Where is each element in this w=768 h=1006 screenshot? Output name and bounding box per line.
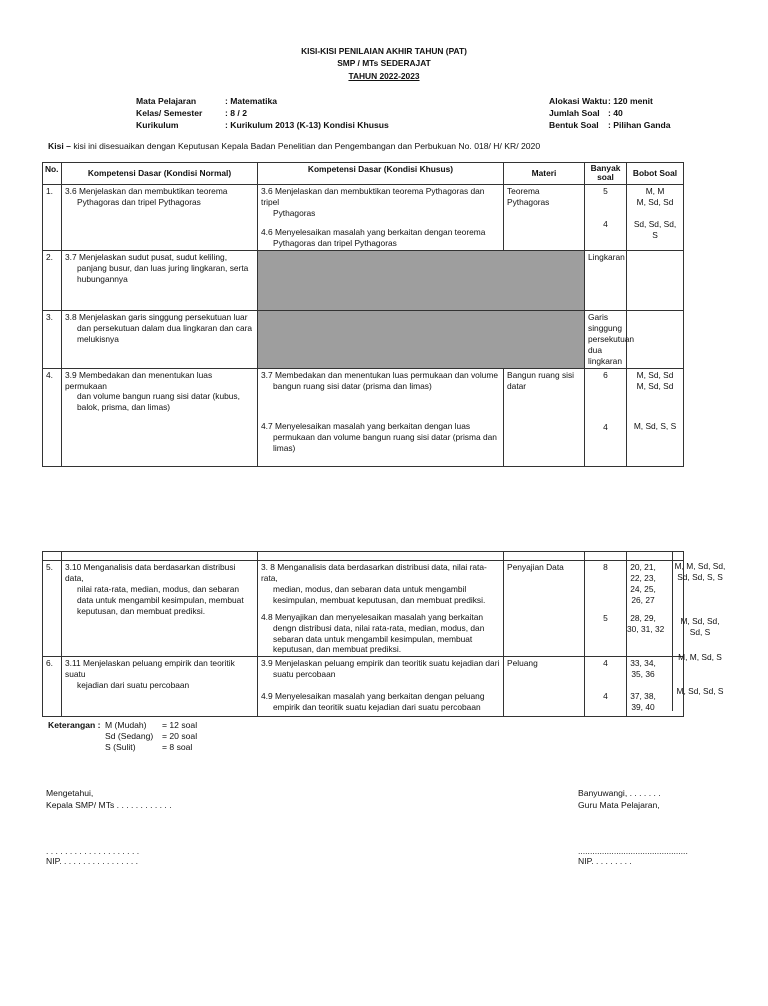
- row-no: 4.: [43, 368, 62, 466]
- count-text: 4: [603, 218, 608, 229]
- kd-text: kejadian dari suatu percobaan: [77, 680, 190, 691]
- keterangan-sd-value: = 20 soal: [162, 731, 198, 741]
- kd-text: sebaran data untuk mengambil kesimpulan, membuat: [273, 633, 473, 644]
- table-row: [43, 185, 684, 251]
- table-row: [43, 657, 684, 717]
- materi-text: lingkaran: [588, 355, 622, 366]
- count-text: 4: [603, 658, 608, 669]
- materi-cell: [504, 185, 585, 251]
- nomor-text: 28, 29,: [630, 612, 656, 623]
- table-row: [43, 368, 684, 466]
- sign-left-name-line: . . . . . . . . . . . . . . . . . . . .: [46, 846, 140, 856]
- kd-text: 3.10 Menganalisis data berdasarkan distribusi data,: [65, 562, 236, 583]
- bobot-text: Sd, Sd, Sd, S: [633, 218, 677, 240]
- nomor-text: 26, 27: [631, 594, 655, 605]
- kd-khusus-cell: [258, 657, 504, 717]
- kelas-value: : 8 / 2: [225, 108, 247, 118]
- kd-text: bangun ruang sisi datar (prisma dan limas): [273, 380, 432, 391]
- kd-normal-cell: [62, 251, 258, 311]
- row-no: 1.: [43, 185, 62, 251]
- nomor-soal-col: [627, 562, 665, 635]
- bobot-text: Sd, Sd, S, S: [677, 571, 723, 582]
- materi-text: persekutuan dua: [588, 333, 635, 355]
- materi-cell: [504, 368, 585, 466]
- kd-text: 4.7 Menyelesaikan masalah yang berkaitan dengan luas: [261, 421, 471, 432]
- kd-text: 3.8 Menjelaskan garis singgung persekutuan luar: [65, 312, 248, 322]
- kd-text: 3. 8 Menganalisis data berdasarkan distribusi data, nilai rata-rata,: [261, 562, 487, 583]
- nomor-text: 33, 34,: [630, 658, 656, 669]
- kd-text: 4.9 Menyelesaikan masalah yang berkaitan dengan peluang: [261, 691, 485, 702]
- keterangan-m-label: M (Mudah): [105, 720, 147, 730]
- bobot-r5-1: [673, 561, 727, 583]
- kd-text: suatu percobaan: [273, 669, 336, 680]
- materi-text: Garis singgung: [588, 312, 622, 333]
- jumlah-value: : 40: [608, 108, 623, 118]
- table-row: [43, 311, 684, 369]
- nomor-text: 30, 31, 32: [627, 623, 665, 634]
- doc-subtitle: SMP / MTs SEDERAJAT: [337, 58, 431, 68]
- kd-text: melukisnya: [77, 333, 119, 344]
- kd-text: 3.6 Menjelaskan dan membuktikan teorema: [65, 186, 228, 196]
- bobot-text: M, Sd, Sd: [636, 196, 674, 207]
- kisi-table-1: [42, 162, 684, 467]
- count-text: 5: [603, 186, 608, 196]
- kd-normal-cell: [62, 368, 258, 466]
- intro-body: kisi ini disesuaikan dengan Keputusan Kepala Badan Penelitian dan Pengembangan dan Perbukuan No. 018/ H/ KR/ 2020: [73, 141, 541, 151]
- kd-text: kesimpulan, membuat keputusan, dan membuat prediksi.: [273, 594, 486, 605]
- th-kd-normal: Kompetensi Dasar (Kondisi Normal): [62, 163, 258, 185]
- bobot-cell: [627, 185, 684, 251]
- kd-text: permukaan dan volume bangun ruang sisi datar (prisma dan: [273, 432, 497, 443]
- table-row: [43, 561, 684, 657]
- materi-cell: Penyajian Data: [504, 561, 585, 657]
- kd-text: 3.6 Menjelaskan dan membuktikan teorema Pythagoras dan tripel: [261, 186, 485, 207]
- row-no: 6.: [43, 657, 62, 717]
- kd-khusus-removed-cell: [258, 311, 585, 369]
- bobot-text: M, Sd, Sd,: [680, 616, 720, 626]
- sign-left-mengetahui: Mengetahui,: [46, 788, 94, 798]
- th-materi: Materi: [504, 163, 585, 185]
- materi-cell: Peluang: [504, 657, 585, 717]
- sign-left-role: Kepala SMP/ MTs . . . . . . . . . . . .: [46, 800, 172, 810]
- materi-cell: Lingkaran: [585, 251, 627, 311]
- count-text: 8: [603, 562, 608, 572]
- alokasi-label: Alokasi Waktu: [549, 96, 608, 106]
- banyak-cell: [585, 657, 627, 717]
- bobot-r6-1: M, M, Sd, S: [678, 652, 722, 662]
- kd-text: median, modus, dan sebaran data untuk mengambil: [273, 583, 467, 594]
- nomor-soal-col: [627, 658, 659, 713]
- kisi-table-2: [42, 551, 684, 717]
- banyak-cell: [585, 561, 627, 657]
- sign-right-name-line: ..............................................: [578, 846, 688, 856]
- sign-right-role: Guru Mata Pelajaran,: [578, 800, 660, 810]
- kd-text: 3.9 Menjelaskan peluang empirik dan teoritik suatu kejadian dari: [261, 658, 500, 669]
- bobot-cell: [627, 368, 684, 466]
- banyak-cell: [627, 251, 684, 311]
- sign-right-nip: NIP. . . . . . . . .: [578, 856, 632, 866]
- count-text: 5: [603, 612, 608, 623]
- keterangan-m-value: = 12 soal: [162, 720, 198, 730]
- kd-text: panjang busur, dan luas juring lingkaran, serta: [77, 262, 249, 273]
- kd-text: empirik dan teoritik suatu kejadian dari suatu percobaan: [273, 702, 481, 713]
- keterangan-label: Keterangan :: [48, 720, 101, 730]
- bobot-r5-2: [673, 616, 727, 638]
- bentuk-value: : Pilihan Ganda: [608, 120, 671, 130]
- keterangan-s-label: S (Sulit): [105, 742, 136, 752]
- table-header-row: [43, 163, 684, 185]
- sign-right-place-date: Banyuwangi, . . . . . . .: [578, 788, 661, 798]
- kd-text: Pythagoras: [273, 207, 316, 218]
- table-spacer-row: [43, 552, 684, 561]
- count-text: 4: [603, 421, 608, 432]
- materi-text: datar: [507, 380, 527, 391]
- kd-khusus-cell: [258, 185, 504, 251]
- kd-khusus-cell: [258, 561, 504, 657]
- sign-left-nip: NIP. . . . . . . . . . . . . . . . .: [46, 856, 139, 866]
- th-banyak-soal: Banyak soal: [585, 163, 627, 185]
- jumlah-label: Jumlah Soal: [549, 108, 600, 118]
- kd-text: hubungannya: [77, 273, 128, 284]
- bobot-r6-2: M, Sd, Sd, S: [676, 686, 724, 696]
- nomor-text: 24, 25,: [630, 583, 656, 594]
- alokasi-value: : 120 menit: [608, 96, 653, 106]
- row-no: 3.: [43, 311, 62, 369]
- banyak-cell: [585, 368, 627, 466]
- bobot-text: M, Sd, Sd: [636, 369, 674, 380]
- keterangan-s-value: = 8 soal: [162, 742, 193, 752]
- kd-text: 3.9 Membedakan dan menentukan luas permukaan: [65, 369, 213, 391]
- kd-text: balok, prisma, dan limas): [77, 402, 171, 413]
- banyak-cell: [585, 185, 627, 251]
- mapel-value: : Matematika: [225, 96, 278, 106]
- bentuk-label: Bentuk Soal: [549, 120, 599, 130]
- kd-text: Pythagoras dan tripel Pythagoras: [77, 196, 201, 207]
- bobot-text: M, Sd, S, S: [633, 421, 677, 432]
- materi-cell: [585, 311, 635, 369]
- kd-text: dan volume bangun ruang sisi datar (kubus,: [77, 391, 240, 402]
- doc-title: KISI-KISI PENILAIAN AKHIR TAHUN (PAT): [301, 46, 467, 56]
- bobot-text: M, M, Sd, Sd,: [674, 561, 726, 571]
- materi-text: Pythagoras: [507, 196, 550, 207]
- nomor-text: 39, 40: [631, 702, 655, 713]
- count-text: 6: [603, 369, 608, 380]
- row-no: 5.: [43, 561, 62, 657]
- kd-text: 4.6 Menyelesaikan masalah yang berkaitan dengan teorema: [261, 226, 486, 237]
- kurikulum-label: Kurikulum: [136, 120, 179, 130]
- kd-normal-cell: [62, 185, 258, 251]
- kd-text: keputusan, dan membuat prediksi.: [77, 605, 206, 616]
- kd-normal-cell: [62, 561, 258, 657]
- nomor-text: 20, 21,: [630, 562, 656, 572]
- kurikulum-value: : Kurikulum 2013 (K-13) Kondisi Khusus: [225, 120, 389, 130]
- kd-normal-cell: [62, 311, 258, 369]
- intro-text: [48, 141, 540, 152]
- nomor-text: 22, 23,: [630, 572, 656, 583]
- kd-khusus-removed-cell: [258, 251, 585, 311]
- kd-text: data untuk mengambil kesimpulan, membuat: [77, 594, 244, 605]
- materi-text: Teorema: [507, 186, 540, 196]
- intro-bold: Kisi –: [48, 141, 74, 151]
- bobot-text: M, Sd, Sd: [636, 380, 674, 391]
- kd-text: 3.11 Menjelaskan peluang empirik dan teoritik suatu: [65, 658, 235, 680]
- kd-text: 3.7 Menjelaskan sudut pusat, sudut keliling,: [65, 252, 228, 262]
- kd-text: nilai rata-rata, median, modus, dan sebaran: [77, 583, 240, 594]
- kd-khusus-cell: [258, 368, 504, 466]
- banyak-cell: [627, 311, 684, 369]
- th-bobot-soal: Bobot Soal: [627, 163, 684, 185]
- bobot-text: Sd, S: [689, 626, 711, 637]
- nomor-text: 37, 38,: [630, 691, 656, 702]
- nomor-text: 35, 36: [631, 669, 655, 680]
- kd-text: 3.7 Membedakan dan menentukan luas permukaan dan volume: [261, 369, 498, 380]
- mapel-label: Mata Pelajaran: [136, 96, 197, 106]
- kd-text: dan persekutuan dalam dua lingkaran dan cara: [77, 322, 253, 333]
- row-no: 2.: [43, 251, 62, 311]
- th-no: No.: [43, 163, 62, 185]
- materi-text: Bangun ruang sisi: [507, 369, 575, 380]
- kd-text: Pythagoras dan tripel Pythagoras: [273, 237, 397, 248]
- th-kd-khusus: Kompetensi Dasar (Kondisi Khusus): [258, 163, 504, 185]
- kd-text: keputusan, dan membuat prediksi.: [273, 644, 402, 655]
- keterangan-sd-label: Sd (Sedang): [105, 731, 154, 741]
- kd-text: dengn distribusi data, nilai rata-rata, median, modus, dan: [273, 622, 485, 633]
- kd-text: limas): [273, 443, 296, 454]
- doc-year: TAHUN 2022-2023: [348, 71, 420, 81]
- kd-normal-cell: [62, 657, 258, 717]
- table-row: [43, 251, 684, 311]
- bobot-text: M, M: [645, 186, 665, 196]
- kelas-label: Kelas/ Semester: [136, 108, 203, 118]
- kd-text: 4.8 Menyajikan dan menyelesaikan masalah yang berkaitan: [261, 611, 484, 622]
- count-text: 4: [603, 691, 608, 702]
